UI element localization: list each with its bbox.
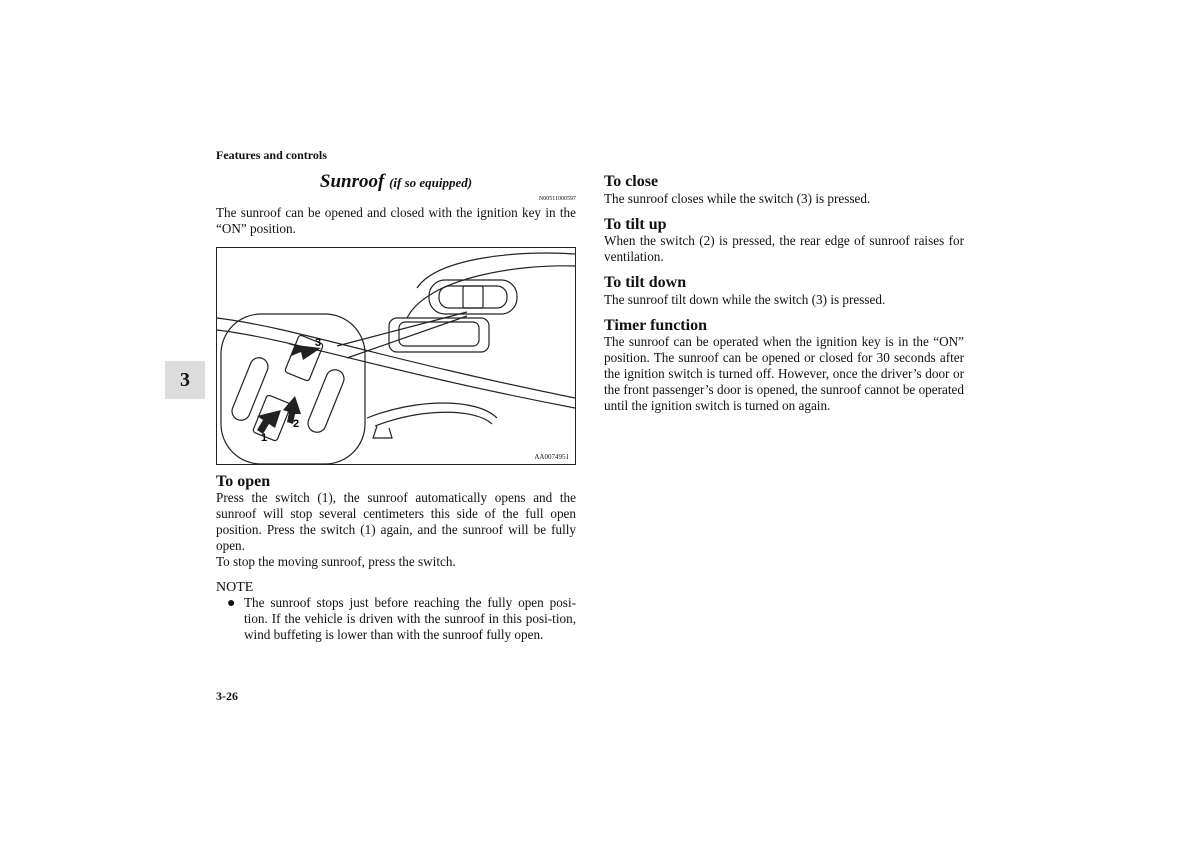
- timer-function-text: The sunroof can be operated when the ignition key is in the “ON” position. The sunroof can be opened or closed for 30 seconds after the ignition switch is turned off. However, once the driver’s door or the front passenger’s door is opened, the sunroof cannot be operated until the ignition switch is turned on again.: [604, 334, 964, 413]
- page-number: 3-26: [216, 689, 238, 703]
- to-open-text: [216, 490, 576, 570]
- to-open-stop-line: To stop the moving sunroof, press the switch.: [216, 554, 456, 569]
- intro-paragraph: The sunroof can be opened and closed with the ignition key in the “ON” position.: [216, 205, 576, 236]
- heading-to-tilt-up: To tilt up: [604, 216, 667, 233]
- figure-label: AA0074951: [534, 453, 569, 461]
- callout-2: 2: [293, 418, 300, 430]
- title-paren: (if so equipped): [389, 175, 473, 190]
- callout-1: 1: [261, 432, 268, 444]
- heading-timer-function: Timer function: [604, 317, 707, 334]
- sunroof-switch-figure: [216, 247, 576, 465]
- to-open-paragraph: Press the switch (1), the sunroof automatically opens and the sunroof will stop several centimeters this side of the full open position. Press the switch (1) again, and the sunroof will be fully open.: [216, 490, 576, 553]
- chapter-number: 3: [180, 369, 190, 391]
- chapter-tab: [165, 361, 205, 399]
- page-title: [216, 171, 576, 193]
- sunroof-switch-illustration: [217, 248, 575, 464]
- note-bullet: ●: [227, 596, 236, 611]
- heading-to-close: To close: [604, 173, 659, 190]
- document-code: N00511000597: [538, 196, 576, 202]
- note-text: The sunroof stops just before reaching the fully open posi-tion. If the vehicle is driven with the sunroof in this posi-tion, wind buffeting is lower than with the sunroof fully open.: [244, 595, 576, 642]
- heading-to-open: To open: [216, 473, 271, 490]
- callout-3: 3: [315, 337, 322, 349]
- to-tilt-up-text: When the switch (2) is pressed, the rear edge of sunroof raises for ventilation.: [604, 233, 964, 264]
- to-tilt-down-text: The sunroof tilt down while the switch (3) is pressed.: [604, 292, 886, 307]
- arrow-1: [257, 410, 281, 434]
- section-header: Features and controls: [216, 148, 327, 162]
- title-main: Sunroof: [319, 171, 385, 192]
- note-heading: NOTE: [216, 580, 254, 595]
- heading-to-tilt-down: To tilt down: [604, 274, 687, 291]
- to-close-text: The sunroof closes while the switch (3) is pressed.: [604, 191, 871, 206]
